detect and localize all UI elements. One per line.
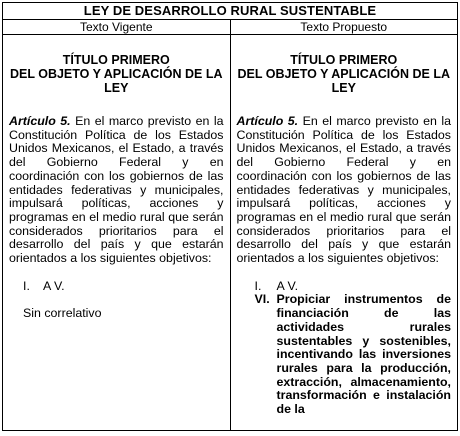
- section-title: [237, 53, 452, 95]
- section-title-line1: TÍTULO PRIMERO: [62, 53, 170, 67]
- section-title-line1: TÍTULO PRIMERO: [290, 53, 398, 67]
- article-paragraph: [237, 115, 452, 266]
- fraction-text: A V.: [43, 278, 65, 293]
- section-title-line2: DEL OBJETO Y APLICACIÓN DE LA LEY: [9, 67, 223, 95]
- fraction-number: I.: [254, 278, 262, 293]
- article-text: En el marco previsto en la Constitución Política de los Estados Unidos Mexicanos, el Estado, a través del Gobierno Federal y en coordinación con los gobiernos de las entidades federativas y municipales, impulsará políticas, acciones y programas en el medio rural que serán considerados prioritarios para el desarrollo del país y que estarán orientados a los siguientes objetivos:: [9, 114, 224, 266]
- current-text-cell: [3, 35, 231, 431]
- proposed-text-cell: [230, 35, 458, 431]
- article-label: Artículo 5.: [236, 114, 299, 128]
- fraction-range: [9, 280, 224, 294]
- column-header-proposed: Texto Propuesto: [230, 20, 458, 35]
- document-page: [0, 2, 460, 436]
- fraction-range: [237, 280, 452, 294]
- section-title: [9, 53, 224, 95]
- fraction-number: I.: [23, 278, 30, 293]
- comparison-table: [2, 2, 458, 431]
- column-header-current: Texto Vigente: [3, 20, 231, 35]
- article-text: En el marco previsto en la Constitución Política de los Estados Unidos Mexicanos, el Estado, a través del Gobierno Federal y en coordinación con los gobiernos de las entidades federativas y municipales, impulsará políticas, acciones y programas en el medio rural que serán considerados prioritarios para el desarrollo del país y que estarán orientados a los siguientes objetivos:: [236, 114, 451, 266]
- new-fraction: [237, 293, 452, 416]
- new-fraction-text: Propiciar instrumentos de financiación de las actividades rurales sustentables y sostenibles, incentivando las inversiones rurales para la producción, extracción, almacenamiento, transformación e instalación de la: [276, 292, 451, 417]
- article-label: Artículo 5.: [9, 114, 71, 128]
- new-fraction-number: VI.: [254, 292, 270, 307]
- document-title: LEY DE DESARROLLO RURAL SUSTENTABLE: [3, 3, 458, 20]
- sin-correlativo-text: Sin correlativo: [23, 306, 102, 321]
- section-title-line2: DEL OBJETO Y APLICACIÓN DE LA LEY: [237, 67, 451, 95]
- article-paragraph: [9, 115, 224, 266]
- fraction-text: A V.: [276, 278, 299, 293]
